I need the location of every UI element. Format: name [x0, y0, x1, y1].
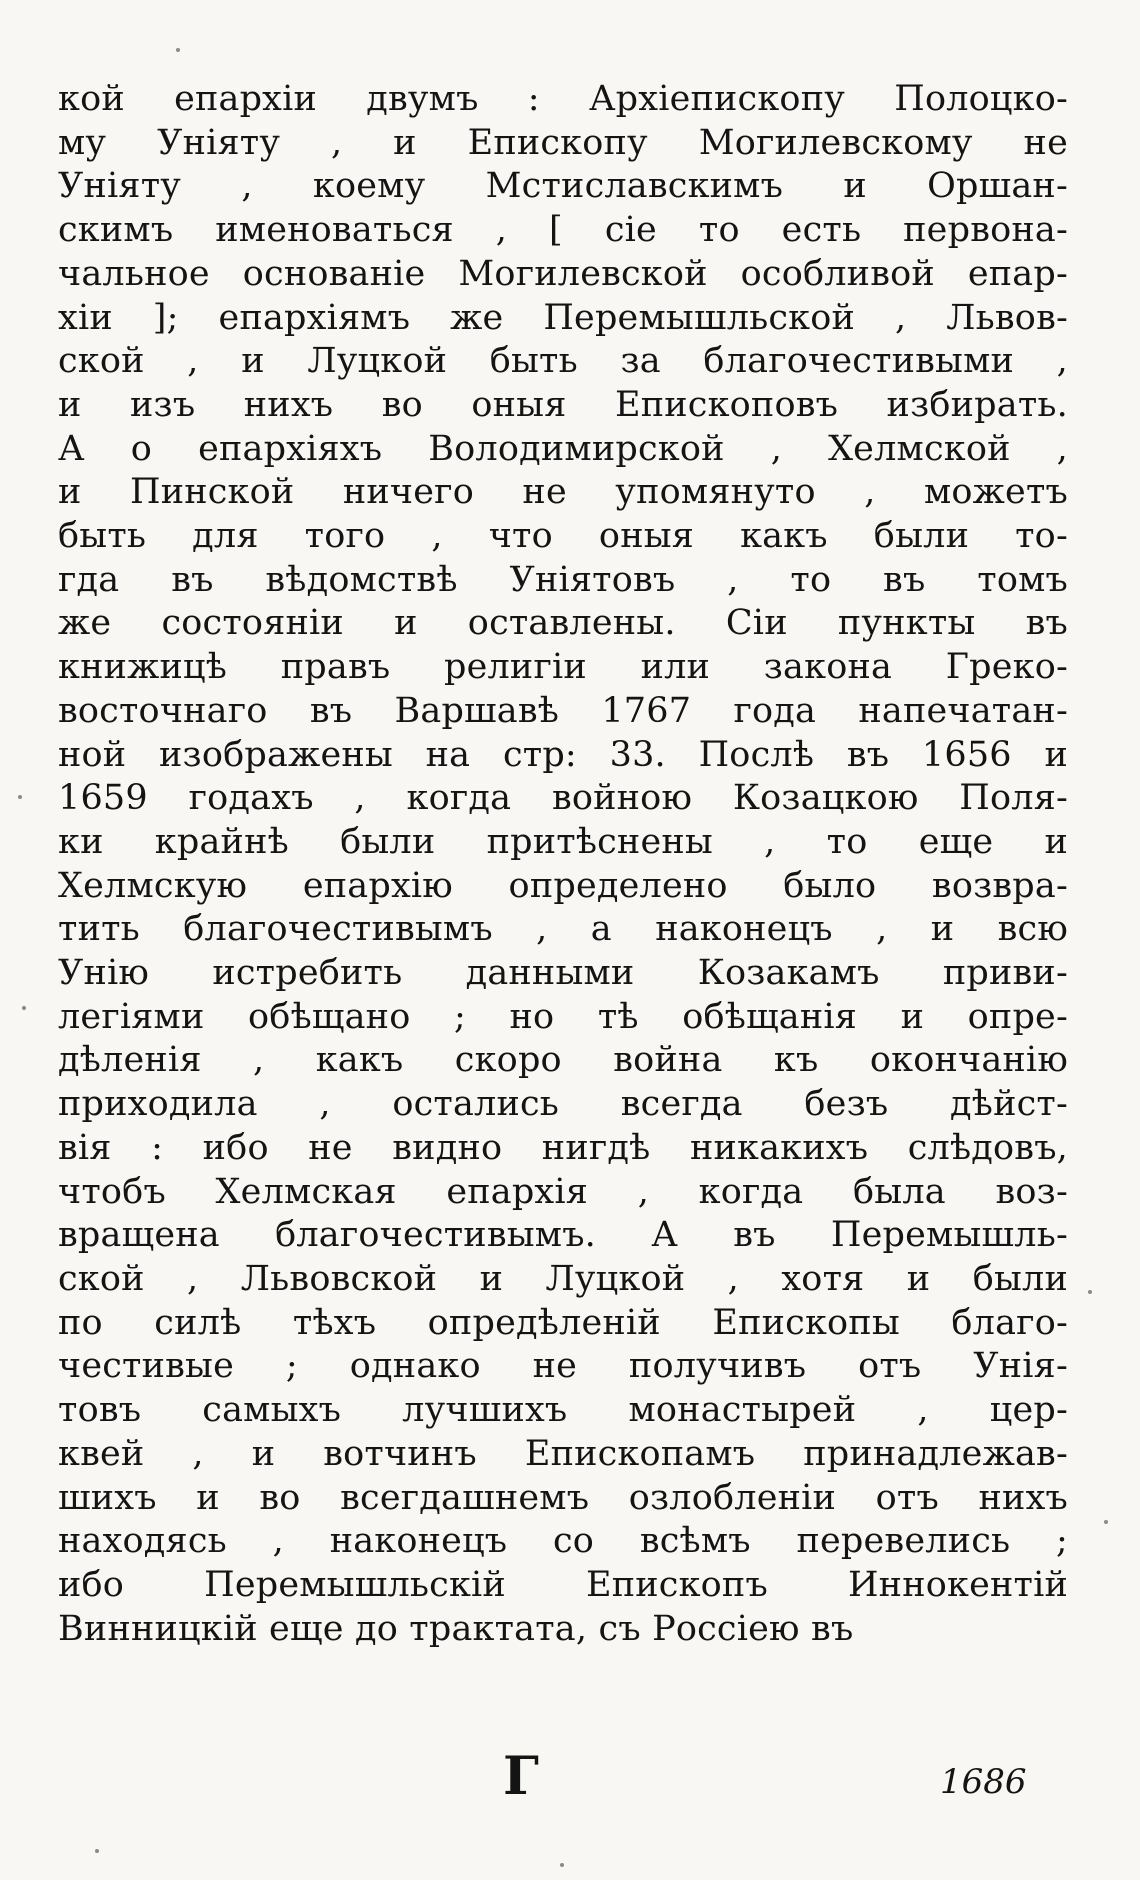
text-line-11: быть для того , что оныя какъ были то-	[58, 516, 1068, 557]
text-line-31: товъ самыхъ лучшихъ монастырей , цер-	[58, 1390, 1068, 1431]
text-line-8: и изъ нихъ во оныя Епископовъ избирать.	[58, 384, 1068, 425]
text-line-21: Унію истребить данными Козакамъ приви-	[58, 953, 1068, 994]
text-line-2: му Уніяту , и Епископу Могилевскому не	[58, 122, 1068, 163]
text-line-10: и Пинской ничего не упомянуто , можетъ	[58, 472, 1068, 513]
paper-speck	[1088, 1290, 1092, 1294]
text-line-27: вращена благочестивымъ. А въ Перемышль-	[58, 1215, 1068, 1256]
text-line-15: восточнаго въ Варшавѣ 1767 года напечатан-	[58, 690, 1068, 731]
text-block	[58, 78, 1068, 1651]
text-line-1: кой епархіи двумъ : Архіепископу Полоцко-	[58, 79, 1068, 119]
text-line-19: Хелмскую епархію определено было возвра-	[58, 865, 1068, 906]
text-line-33: шихъ и во всегдашнемъ озлобленіи отъ нихъ	[58, 1477, 1068, 1518]
signature-mark: Г	[503, 1746, 539, 1807]
text-line-25: вія : ибо не видно нигдѣ никакихъ слѣдовъ,	[58, 1127, 1068, 1168]
text-line-35: ибо Перемышльскій Епископъ Иннокентій	[58, 1564, 1068, 1605]
text-line-20: тить благочестивымъ , а наконецъ , и всю	[58, 909, 1068, 950]
paper-speck	[1104, 1520, 1108, 1524]
paper-speck	[22, 1006, 26, 1010]
text-line-26: чтобъ Хелмская епархія , когда была воз-	[58, 1171, 1068, 1212]
text-line-22: легіями обѣщано ; но тѣ обѣщанія и опре-	[58, 996, 1068, 1037]
text-line-5: чальное основаніе Могилевской особливой епар-	[58, 253, 1068, 294]
text-line-30: честивые ; однако не получивъ отъ Унія-	[58, 1346, 1068, 1387]
text-line-3: Уніяту , коему Мстиславскимъ и Оршан-	[58, 166, 1068, 207]
text-line-18: ки крайнѣ были притѣснены , то еще и	[58, 821, 1068, 862]
paper-speck	[18, 795, 22, 799]
text-line-17: 1659 годахъ , когда войною Козацкою Поля-	[58, 778, 1068, 819]
text-line-13: же состояніи и оставлены. Сіи пункты въ	[58, 603, 1068, 644]
text-line-24: приходила , остались всегда безъ дѣйст-	[58, 1084, 1068, 1125]
paper-speck	[95, 1849, 99, 1853]
text-line-12: гда въ вѣдомствѣ Уніятовъ , то въ томъ	[58, 559, 1068, 600]
text-line-16: ной изображены на стр: 33. Послѣ въ 1656 и	[58, 734, 1068, 775]
text-line-7: ской , и Луцкой быть за благочестивыми ,	[58, 341, 1068, 382]
text-line-32: квей , и вотчинъ Епископамъ принадлежав-	[58, 1433, 1068, 1474]
paper-speck	[176, 48, 180, 52]
text-line-34: находясь , наконецъ со всѣмъ перевелись ;	[58, 1521, 1068, 1562]
text-line-6: хіи ]; епархіямъ же Перемышльской , Львов-	[58, 297, 1068, 338]
text-line-36: Винницкій еще до трактата, съ Россіею въ	[58, 1608, 854, 1649]
text-line-9: А о епархіяхъ Володимирской , Хелмской ,	[58, 428, 1068, 469]
text-line-23: дѣленія , какъ скоро война къ окончанію	[58, 1040, 1068, 1081]
text-line-4: скимъ именоваться , [ сіе то есть первона-	[58, 210, 1068, 251]
text-line-28: ской , Львовской и Луцкой , хотя и были	[58, 1258, 1068, 1299]
catchword: 1686	[940, 1762, 1027, 1802]
paper-speck	[560, 1863, 564, 1867]
text-line-29: по силѣ тѣхъ опредѣленій Епископы благо-	[58, 1302, 1068, 1343]
text-line-14: книжицѣ правъ религіи или закона Греко-	[58, 647, 1068, 688]
